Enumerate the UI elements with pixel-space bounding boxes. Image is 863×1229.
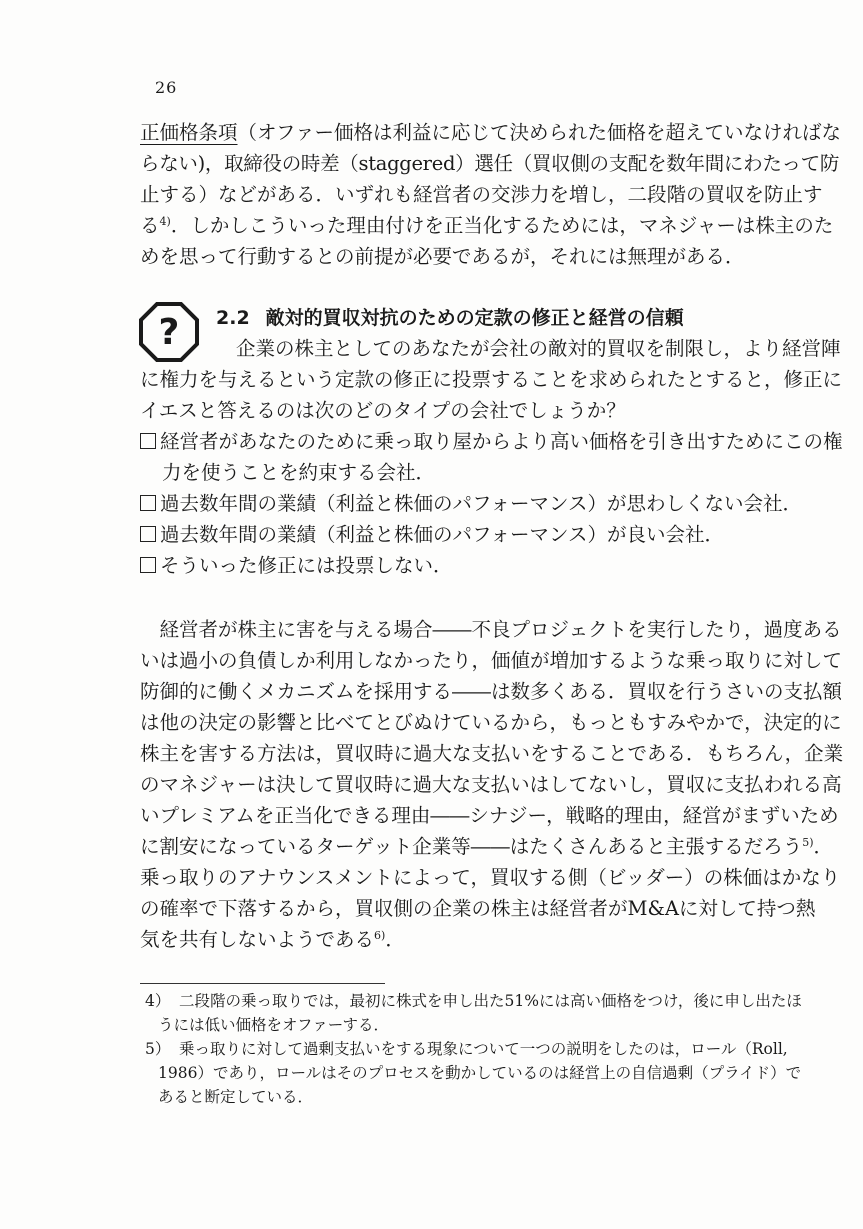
footnote-number: 4） <box>145 992 171 1010</box>
intro-line-5: めを思って行動するとの前提が必要であるが，それには無理がある． <box>140 245 745 268</box>
body-line-2: いは過小の負債しか利用しなかったり，価値が増加するような乗っ取りに対して <box>140 649 843 672</box>
intro-line-3: 止する）などがある．いずれも経営者の交渉力を増し，二段階の買収を防止す <box>140 183 823 206</box>
footnote-line: 5） 乗っ取りに対して過剰支払いをする現象について一つの説明をしたのは，ロール（Roll, <box>140 1037 840 1061</box>
intro-paragraph <box>140 117 840 272</box>
footnote-ref-4: 4) <box>159 215 171 228</box>
body-line-4: は他の決定の影響と比べてとびぬけているから，もっともすみやかで，決定的に <box>140 711 842 734</box>
body-line-3: 防御的に働くメカニズムを採用する――は数多くある．買収を行うさいの支払額 <box>140 680 843 703</box>
footnote-number: 5） <box>145 1040 171 1058</box>
footnote-divider <box>140 983 385 984</box>
answer-options <box>140 426 843 581</box>
option-2[interactable]: 過去数年間の業績（利益と株価のパフォーマンス）が思わしくない会社． <box>140 488 840 519</box>
intro-line-2: らない)，取締役の時差（staggered）選任（買収側の支配を数年間にわたって防 <box>140 152 840 175</box>
footnote-ref-6: 6) <box>374 929 386 942</box>
option-4[interactable]: そういった修正には投票しない． <box>140 550 840 581</box>
footnote-ref-5: 5) <box>802 836 814 849</box>
section-heading-text: 敵対的買収対抗のための定款の修正と経営の信頼 <box>265 307 684 329</box>
underlined-term: 正価格条項 <box>140 121 238 144</box>
section-title <box>216 304 684 332</box>
question-line-3: イエスと答えるのは次のどのタイプの会社でしょうか？ <box>140 399 626 422</box>
section-number: 2.2 <box>216 307 250 329</box>
option-1-continued: 力を使うことを約束する会社． <box>162 461 436 484</box>
body-line-9: 乗っ取りのアナウンスメントによって，買収する側（ビッダー）の株価はかなり <box>140 866 841 889</box>
question-line-1: 企業の株主としてのあなたが会社の敵対的買収を制限し，より経営陣 <box>236 337 841 360</box>
option-3[interactable]: 過去数年間の業績（利益と株価のパフォーマンス）が良い会社． <box>140 519 840 550</box>
footnote-line: 4） 二段階の乗っ取りでは，最初に株式を申し出た51%には高い価格をつけ，後に申し出たほ <box>140 989 840 1013</box>
body-line-1: 経営者が株主に害を与える場合――不良プロジェクトを実行したり，過度ある <box>140 618 842 641</box>
footnote-line: あると断定している． <box>158 1088 314 1106</box>
body-line-7: いプレミアムを正当化できる理由――シナジー，戦略的理由，経営がまずいため <box>140 804 839 827</box>
intro-line-1: 正価格条項（オファー価格は利益に応じて決められた価格を超えていなければな <box>140 121 842 144</box>
option-2-checkbox[interactable] <box>140 495 156 511</box>
intro-line-4: る$^{4)}$．しかしこういった理由付けを正当化するためには，マネジャーは株主のた <box>140 214 834 237</box>
question-line-2: に権力を与えるという定款の修正に投票することを求められたとすると，修正に <box>140 368 843 391</box>
body-line-6: のマネジャーは決して買収時に過大な支払いはしてないし，買収に支払われる高 <box>140 773 842 796</box>
option-3-checkbox[interactable] <box>140 526 156 542</box>
option-4-checkbox[interactable] <box>140 557 156 573</box>
question-paragraph <box>140 333 843 426</box>
option-1-checkbox[interactable] <box>140 433 156 449</box>
page-number: 26 <box>155 78 178 97</box>
question-mark-glyph: ? <box>158 312 180 353</box>
body-line-10: の確率で下落するから，買収側の企業の株主は経営者がM&Aに対して持つ熱 <box>140 897 816 920</box>
footnote-5 <box>140 1037 840 1109</box>
body-line-8: に割安になっているターゲット企業等――はたくさんあると主張するだろう$^{5)}$． <box>140 835 834 858</box>
footnote-4 <box>140 989 840 1037</box>
body-paragraph <box>140 614 844 955</box>
footnote-line: うには低い価格をオファーする． <box>158 1016 389 1034</box>
option-1[interactable]: 経営者があなたのために乗っ取り屋からより高い価格を引き出すためにこの権 <box>140 426 840 457</box>
body-line-5: 株主を害する方法は，買収時に過大な支払いをすることである．もちろん，企業 <box>140 742 844 765</box>
body-line-11: 気を共有しないようである$^{6)}$． <box>140 928 405 951</box>
footnote-line: 1986）であり，ロールはそのプロセスを動かしているのは経営上の自信過剰（プライド）で <box>158 1064 802 1082</box>
